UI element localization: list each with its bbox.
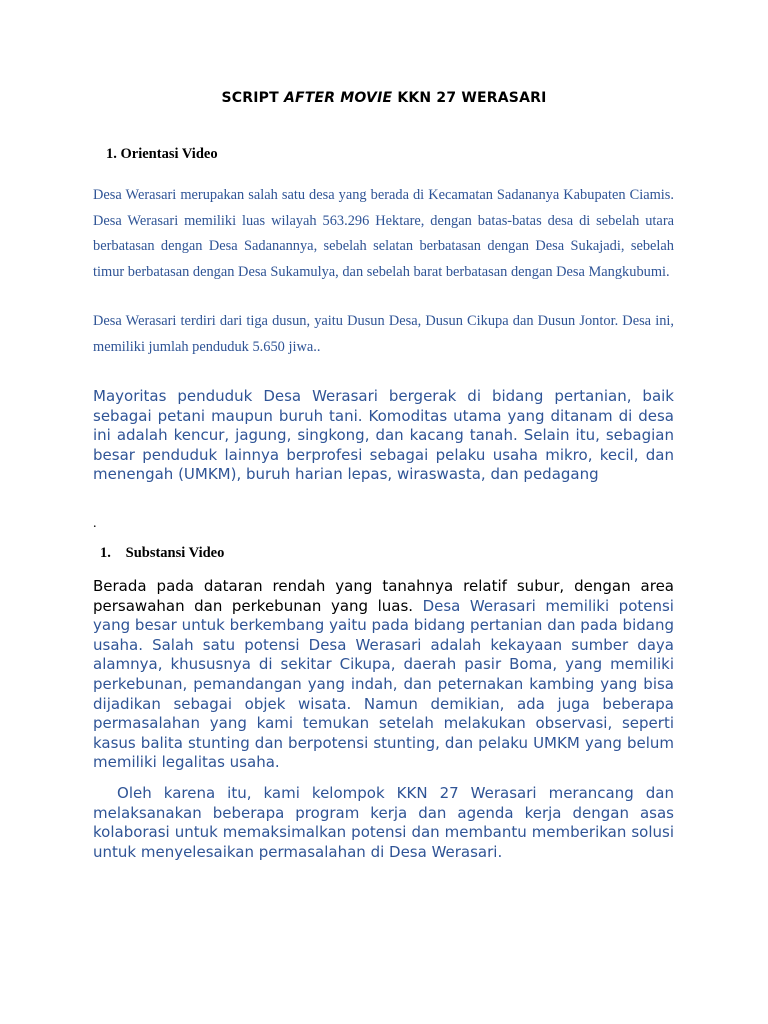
section-label: Orientasi Video (120, 146, 218, 162)
section-number: 1. (106, 146, 117, 162)
section-heading-orientasi (106, 146, 218, 163)
section-label: Substansi Video (125, 545, 225, 561)
title-suffix: KKN 27 WERASARI (392, 90, 547, 106)
document-title (0, 90, 768, 106)
title-italic: AFTER MOVIE (283, 90, 393, 106)
paragraph-potential (93, 577, 674, 773)
section-heading-substansi (100, 545, 224, 562)
stray-dot: . (93, 516, 97, 531)
section-number: 1. (100, 545, 111, 561)
paragraph-livelihood: Mayoritas penduduk Desa Werasari bergerak di bidang pertanian, baik sebagai petani maupun buruh tani. Komoditas utama yang ditanam di desa ini adalah kencur, jagung, singkong, dan kacang tanah. Selain itu, sebagian besar penduduk lainnya berprofesi sebagai pelaku usaha mikro, kecil, dan menengah (UMKM), buruh harian lepas, wiraswasta, dan pedagang (93, 387, 674, 484)
paragraph-population: Desa Werasari terdiri dari tiga dusun, yaitu Dusun Desa, Dusun Cikupa dan Dusun Jontor. Desa ini, memiliki jumlah penduduk 5.650 jiwa.. (93, 313, 674, 355)
paragraph-potential-body: Desa Werasari memiliki potensi yang besar untuk berkembang yaitu pada bidang pertanian dan pada bidang usaha. Salah satu potensi Desa Werasari adalah kekayaan sumber daya alamnya, khususnya di sekitar Cikupa, daerah pasir Boma, yang memiliki perkebunan, pemandangan yang indah, dan peternakan kambing yang bisa dijadikan sebagai objek wisata. Namun demikian, ada juga beberapa permasalahan yang kami temukan setelah melakukan observasi, seperti kasus balita stunting dan berpotensi stunting, dan pelaku UMKM yang belum memiliki legalitas usaha. (93, 596, 674, 772)
paragraph-potential-intro: Berada pada dataran rendah yang tanahnya relatif subur, dengan area persawahan dan perkebunan yang luas. (93, 577, 674, 615)
paragraph-conclusion: Oleh karena itu, kami kelompok KKN 27 Werasari merancang dan melaksanakan beberapa program kerja dan agenda kerja dengan asas kolaborasi untuk memaksimalkan potensi dan membantu memberikan solusi untuk menyelesaikan permasalahan di Desa Werasari. (93, 784, 674, 861)
paragraph-location: Desa Werasari merupakan salah satu desa yang berada di Kecamatan Sadananya Kabupaten Ciamis. Desa Werasari memiliki luas wilayah 563.296 Hektare, dengan batas-batas desa di sebelah utara berbatasan dengan Desa Sadanannya, sebelah selatan berbatasan dengan Desa Sukajadi, sebelah timur berbatasan dengan Desa Sukamulya, dan sebelah barat berbatasan dengan Desa Mangkubumi. (93, 187, 674, 280)
title-prefix: SCRIPT (221, 90, 284, 106)
